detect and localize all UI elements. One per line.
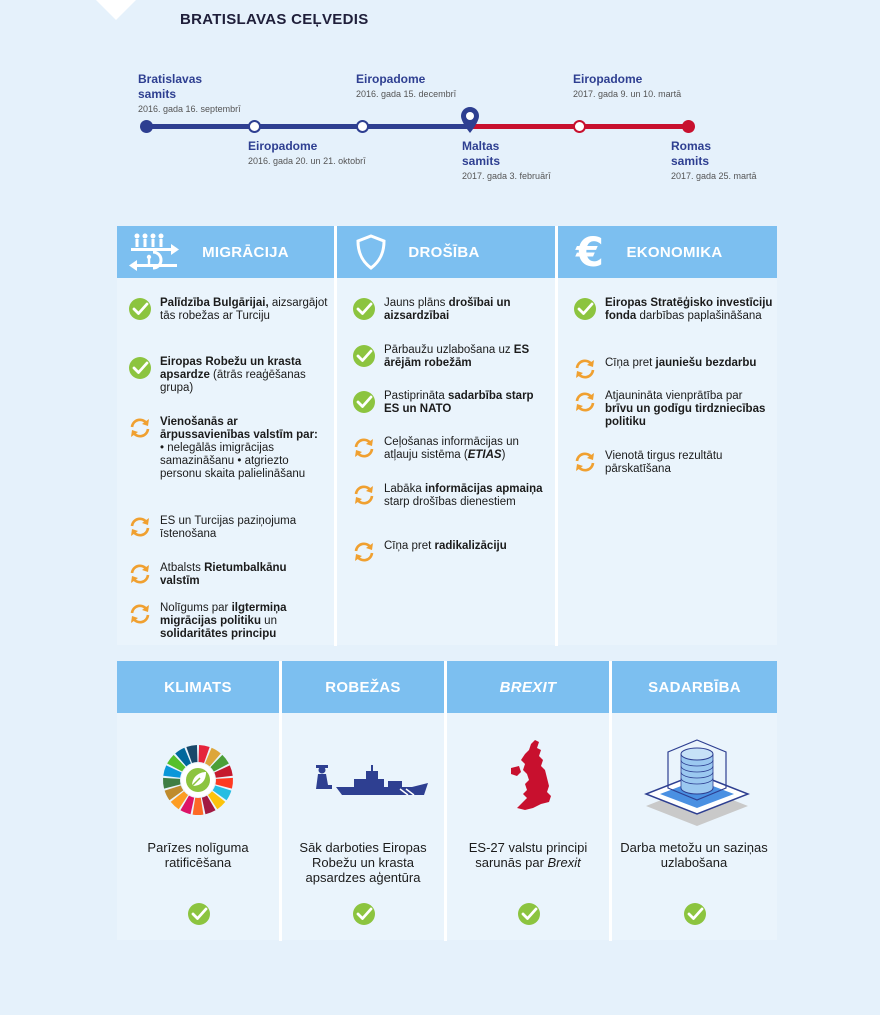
- list-item: Eiropas Stratēģisko investīciju fonda darbības paplašināšana: [573, 297, 773, 323]
- header-brexit: BREXIT: [447, 661, 609, 713]
- timeline-label-december: Eiropadome 2016. gada 15. decembrī: [356, 72, 457, 99]
- list-item: Atbalsts Rietumbalkānu valstīm: [128, 562, 328, 588]
- check-icon: [683, 902, 707, 926]
- sdg-wheel-icon: [162, 744, 234, 816]
- shield-icon: [355, 234, 387, 270]
- caption-borders: Sāk darboties Eiropas Robežu un krasta apsardzes aģentūra: [299, 840, 427, 885]
- timeline: [0, 0, 880, 200]
- check-icon: [573, 297, 597, 321]
- list-item: Ceļošanas informācijas un atļauju sistēma (ETIAS): [352, 436, 552, 462]
- check-icon: [128, 356, 152, 380]
- in-progress-icon: [573, 357, 597, 381]
- header-climate: KLIMATS: [117, 661, 279, 713]
- header-security-label: DROŠĪBA: [408, 243, 480, 261]
- list-item: ES un Turcijas paziņojuma īstenošana: [128, 515, 328, 541]
- caption-climate: Parīzes nolīguma ratificēšana: [147, 840, 249, 870]
- sdg-wheel-segment: [193, 798, 204, 815]
- list-item: Nolīgums par ilgtermiņa migrācijas politiku un solidaritātes principu: [128, 602, 328, 641]
- in-progress-icon: [128, 602, 152, 626]
- location-pin-icon: [461, 107, 479, 133]
- uk-map-icon: [505, 738, 553, 812]
- coast-guard-icon: [312, 765, 430, 797]
- in-progress-icon: [352, 436, 376, 460]
- list-item: Eiropas Robežu un krasta apsardze (ātrās reaģēšanas grupa): [128, 356, 328, 395]
- header-economy-label: EKONOMIKA: [626, 243, 723, 261]
- timeline-label-malta: Maltas samits 2017. gada 3. februārī: [462, 139, 551, 181]
- check-icon: [517, 902, 541, 926]
- in-progress-icon: [352, 483, 376, 507]
- list-item: Cīņa pret jauniešu bezdarbu: [573, 357, 773, 381]
- cooperation-icon: [644, 736, 750, 826]
- page-title: BRATISLAVAS CEĻVEDIS: [180, 11, 369, 28]
- header-borders: ROBEŽAS: [282, 661, 444, 713]
- caption-brexit: ES-27 valstu principi sarunās par Brexit: [468, 840, 588, 870]
- timeline-label-bratislava: Bratislavas samits 2016. gada 16. septembrī: [138, 72, 241, 114]
- in-progress-icon: [352, 540, 376, 564]
- check-icon: [187, 902, 211, 926]
- timeline-dot-october: [248, 120, 261, 133]
- timeline-label-rome: Romas samits 2017. gada 25. martā: [671, 139, 757, 181]
- header-cooperation: SADARBĪBA: [612, 661, 777, 713]
- timeline-label-march: Eiropadome 2017. gada 9. un 10. martā: [573, 72, 682, 99]
- in-progress-icon: [128, 515, 152, 539]
- list-item: Palīdzība Bulgārijai, aizsargājot tās robežas ar Turciju: [128, 297, 328, 323]
- timeline-dot-rome: [682, 120, 695, 133]
- header-migration-label: MIGRĀCIJA: [202, 243, 289, 261]
- check-icon: [352, 902, 376, 926]
- check-icon: [352, 344, 376, 368]
- migration-icon: [127, 230, 181, 274]
- in-progress-icon: [128, 416, 152, 440]
- timeline-dot-march: [573, 120, 586, 133]
- check-icon: [352, 390, 376, 414]
- timeline-label-october: Eiropadome 2016. gada 20. un 21. oktobrī: [248, 139, 366, 166]
- list-item: Vienošanās ar ārpussavienības valstīm par: • nelegālās imigrācijas samazināšanu • atgriezto personu skaita palielināšanu: [128, 416, 328, 481]
- timeline-dot-december: [356, 120, 369, 133]
- euro-icon: €: [576, 230, 605, 276]
- header-security: [337, 226, 555, 278]
- caption-cooperation: Darba metožu un saziņas uzlabošana: [620, 840, 768, 870]
- list-item: Jauns plāns drošībai un aizsardzībai: [352, 297, 552, 323]
- list-item: Labāka informācijas apmaiņa starp drošības dienestiem: [352, 483, 552, 509]
- timeline-line-past: [146, 124, 470, 129]
- list-item: Pārbaužu uzlabošana uz ES ārējām robežām: [352, 344, 552, 370]
- check-icon: [352, 297, 376, 321]
- in-progress-icon: [128, 562, 152, 586]
- header-migration: [117, 226, 334, 278]
- header-economy: [558, 226, 777, 278]
- list-item: Atjaunināta vienprātība par brīvu un godīgu tirdzniecības politiku: [573, 390, 773, 429]
- column-divider: [334, 226, 337, 646]
- check-icon: [128, 297, 152, 321]
- list-item: Pastiprināta sadarbība starp ES un NATO: [352, 390, 552, 416]
- list-item: Cīņa pret radikalizāciju: [352, 540, 552, 564]
- list-item: Vienotā tirgus rezultātu pārskatīšana: [573, 450, 773, 476]
- in-progress-icon: [573, 390, 597, 414]
- column-divider: [555, 226, 558, 646]
- timeline-dot-bratislava: [140, 120, 153, 133]
- in-progress-icon: [573, 450, 597, 474]
